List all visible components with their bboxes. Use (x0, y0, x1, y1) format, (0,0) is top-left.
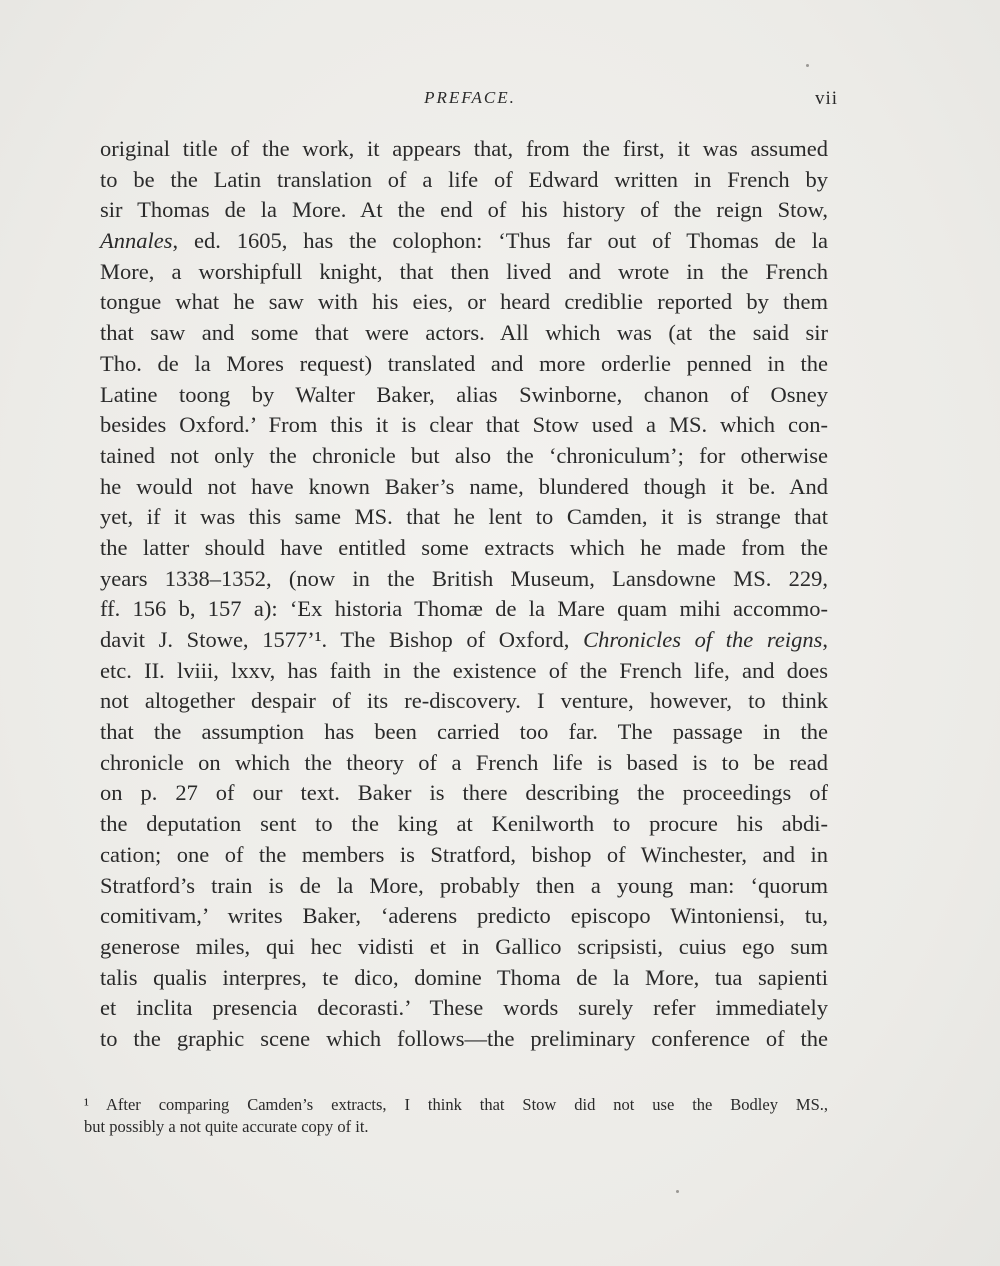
footnote-line: ¹ After comparing Camden’s extracts, I think that Stow did not use the Bodley MS., (84, 1095, 828, 1114)
text-line: besides Oxford.’ From this it is clear that Stow used a MS. which con- (100, 412, 828, 438)
running-title: PREFACE. (424, 88, 516, 107)
footnote (84, 1094, 828, 1138)
text-line: sir Thomas de la More. At the end of his history of the reign Stow, (100, 197, 828, 223)
speck (806, 64, 809, 67)
italic-title: Chronicles of the reigns (583, 627, 823, 652)
text-line: chronicle on which the theory of a French life is based is to be read (100, 749, 828, 775)
text-line: More, a worshipfull knight, that then lived and wrote in the French (100, 258, 828, 284)
text-line: Annales, ed. 1605, has the colophon: ‘Thus far out of Thomas de la (100, 228, 828, 254)
text-line: tongue what he saw with his eies, or heard crediblie reported by them (100, 289, 828, 315)
text-line: tained not only the chronicle but also the ‘chroniculum’; for otherwise (100, 442, 828, 468)
text-line: to be the Latin translation of a life of Edward written in French by (100, 166, 828, 192)
text-line: that the assumption has been carried too far. The passage in the (100, 719, 828, 745)
text-line: he would not have known Baker’s name, blundered though it be. And (100, 473, 828, 499)
text-line: talis qualis interpres, te dico, domine Thoma de la More, tua sapienti (100, 964, 828, 990)
text-line: comitivam,’ writes Baker, ‘aderens predicto episcopo Wintoniensi, tu, (100, 903, 828, 929)
text-line: Latine toong by Walter Baker, alias Swinborne, chanon of Osney (100, 381, 828, 407)
text-line: cation; one of the members is Stratford, bishop of Winchester, and in (100, 841, 828, 867)
running-head (0, 88, 1000, 116)
speck (676, 1190, 679, 1193)
text-line: Tho. de la Mores request) translated and more orderlie penned in the (100, 350, 828, 376)
text-line: generose miles, qui hec vidisti et in Gallico scripsisti, cuius ego sum (100, 933, 828, 959)
text-line: original title of the work, it appears that, from the first, it was assumed (100, 136, 828, 161)
text-line: on p. 27 of our text. Baker is there describing the proceedings of (100, 780, 828, 806)
page-number: vii (814, 88, 838, 109)
text-line: yet, if it was this same MS. that he lent to Camden, it is strange that (100, 504, 828, 530)
text-line: not altogether despair of its re-discovery. I venture, however, to think (100, 688, 828, 714)
italic-title: Annales (100, 228, 173, 254)
text-line: ff. 156 b, 157 a): ‘Ex historia Thomæ de la Mare quam mihi accommo- (100, 596, 828, 622)
text-line: Stratford’s train is de la More, probably then a young man: ‘quorum (100, 872, 828, 898)
text-line: the latter should have entitled some extracts which he made from the (100, 534, 828, 560)
text-line: that saw and some that were actors. All which was (at the said sir (100, 320, 828, 346)
footnote-line: but possibly a not quite accurate copy of it. (84, 1117, 369, 1136)
main-text (100, 134, 828, 1055)
text-line: et inclita presencia decorasti.’ These words surely refer immediately (100, 995, 828, 1021)
text-line: etc. II. lviii, lxxv, has faith in the existence of the French life, and does (100, 657, 828, 683)
text-line: davit J. Stowe, 1577’¹. The Bishop of Oxford, Chronicles of the reigns, (100, 627, 828, 652)
text-line: to the graphic scene which follows—the preliminary conference of the (100, 1025, 828, 1051)
text-line: the deputation sent to the king at Kenilworth to procure his abdi- (100, 811, 828, 837)
text-line: years 1338–1352, (now in the British Museum, Lansdowne MS. 229, (100, 565, 828, 591)
